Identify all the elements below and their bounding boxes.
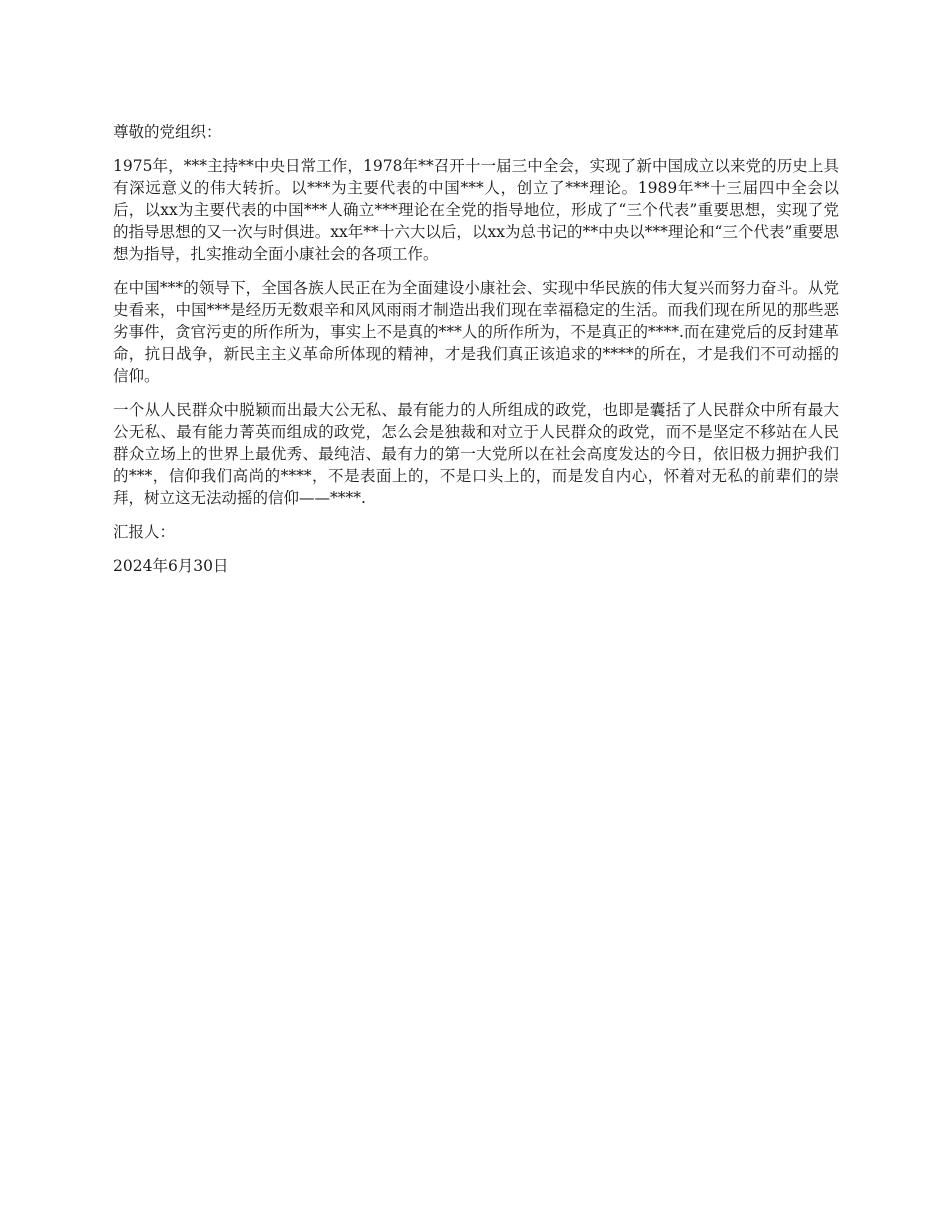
- letter-date: 2024年6月30日: [113, 557, 229, 575]
- letter-paragraph-1: 1975年，***主持**中央日常工作，1978年**召开十一届三中全会，实现了新中国成立以来党的历史上具有深远意义的伟大转折。以***为主要代表的中国***人，创立了***理论。1989年**十三届四中全会以后，以xx为主要代表的中国***人确立***理论在全党的指导地位，形成了“三个代表”重要思想，实现了党的指导思想的又一次与时俱进。xx年**十六大以后，以xx为总书记的**中央以***理论和“三个代表”重要思想为指导，扎实推动全面小康社会的各项工作。: [113, 157, 839, 263]
- letter-greeting: 尊敬的党组织：: [113, 123, 222, 141]
- document-page: [113, 121, 839, 577]
- letter-paragraph-3: 一个从人民群众中脱颖而出最大公无私、最有能力的人所组成的政党，也即是囊括了人民群众中所有最大公无私、最有能力菁英而组成的政党，怎么会是独裁和对立于人民群众的政党，而不是坚定不移站在人民群众立场上的世界上最优秀、最纯洁、最有力的第一大党所以在社会高度发达的今日，依旧极力拥护我们的***，信仰我们高尚的****，不是表面上的，不是口头上的，而是发自内心，怀着对无私的前辈们的崇拜，树立这无法动摇的信仰——****.: [113, 401, 839, 507]
- letter-paragraph-2: 在中国***的领导下，全国各族人民正在为全面建设小康社会、实现中华民族的伟大复兴而努力奋斗。从党史看来，中国***是经历无数艰辛和风风雨雨才制造出我们现在幸福稳定的生活。而我们现在所见的那些恶劣事件，贪官污吏的所作所为，事实上不是真的***人的所作所为，不是真正的****.而在建党后的反封建革命，抗日战争，新民主主义革命所体现的精神，才是我们真正该追求的****的所在，才是我们不可动摇的信仰。: [113, 279, 839, 385]
- reporter-label: 汇报人：: [113, 523, 176, 541]
